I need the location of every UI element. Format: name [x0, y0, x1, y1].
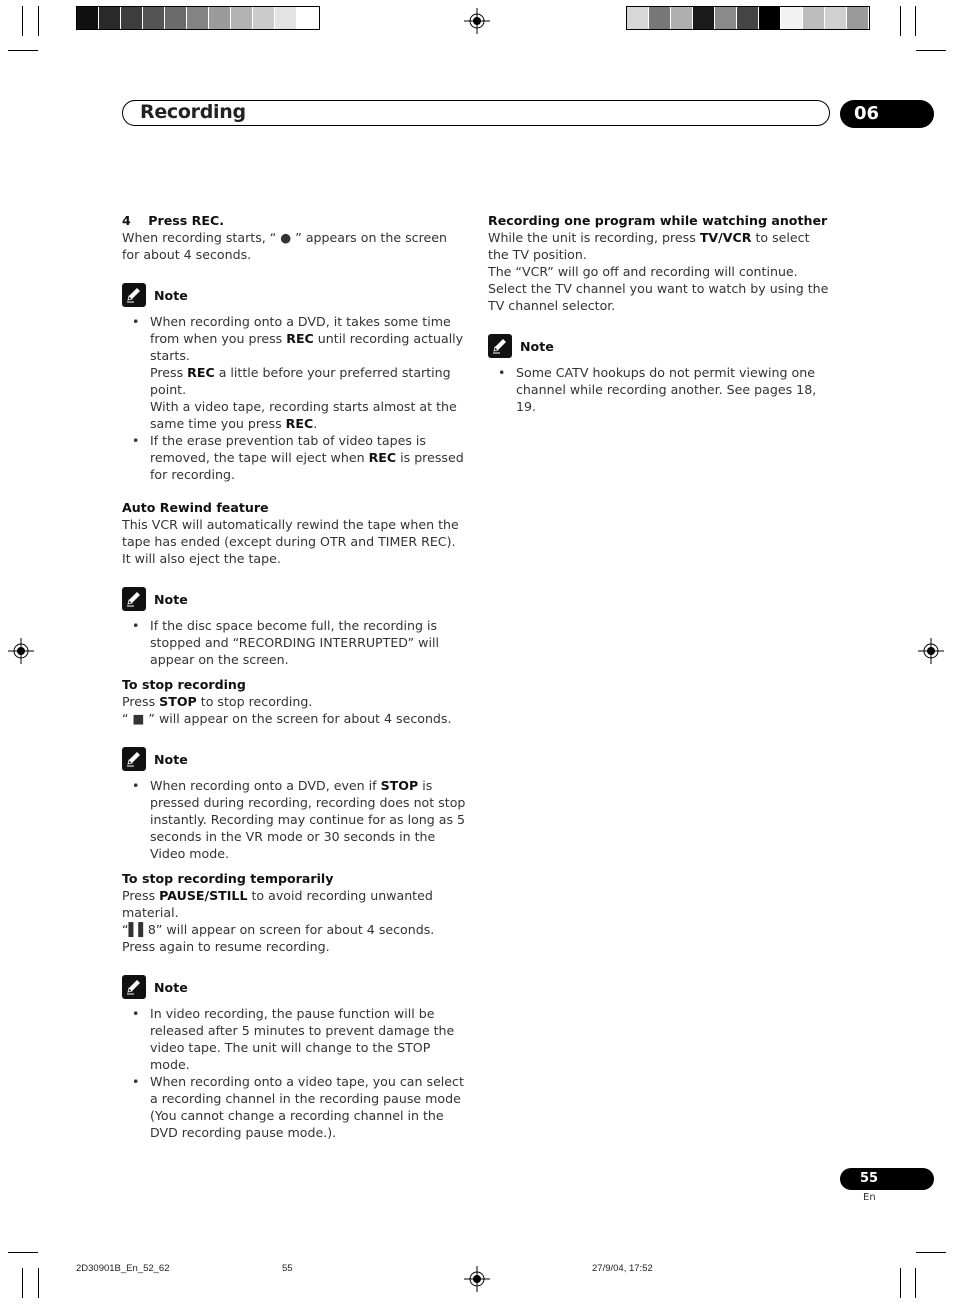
- pencil-note-icon: [122, 975, 146, 999]
- color-swatch: [649, 7, 671, 29]
- color-swatch: [99, 7, 121, 29]
- note-list: [122, 313, 467, 483]
- note-list: [122, 1005, 467, 1141]
- step-heading: 4 Press REC.: [122, 213, 224, 228]
- color-swatch: [209, 7, 231, 29]
- list-item: • When recording onto a video tape, you can select a recording channel in the recording pause mode (You cannot change a recording channel in the DVD recording pause mode.).: [122, 1073, 467, 1141]
- color-swatch: [275, 7, 297, 29]
- color-swatch: [803, 7, 825, 29]
- registration-mark-icon: [918, 638, 944, 664]
- stop-line-2: “ ■ ” will appear on the screen for about 4 seconds.: [122, 711, 452, 726]
- color-swatch: [759, 7, 781, 29]
- color-swatch: [187, 7, 209, 29]
- watch-heading: Recording one program while watching another: [488, 213, 828, 228]
- stop-heading: To stop recording: [122, 677, 246, 692]
- note-list: [122, 777, 467, 862]
- stop-line-1: Press STOP to stop recording.: [122, 694, 313, 709]
- note-label: Note: [154, 979, 188, 995]
- auto-rewind-text: This VCR will automatically rewind the tape when the tape has ended (except during OTR and TIMER REC). It will also eject the tape.: [122, 517, 459, 566]
- watch-line-1: While the unit is recording, press TV/VCR to select the TV position.: [488, 230, 810, 262]
- footer-timestamp: 27/9/04, 17:52: [592, 1263, 653, 1274]
- note-header: [122, 747, 467, 771]
- registration-mark-icon: [8, 638, 34, 664]
- color-swatch: [781, 7, 803, 29]
- note-header: [122, 283, 467, 307]
- note-line: • When recording onto a DVD, it takes some time from when you press REC until recording actually starts.: [150, 314, 464, 363]
- crop-mark-bottom-right-v2: [900, 1268, 901, 1298]
- chapter-number-badge: 06: [840, 100, 934, 128]
- auto-rewind-heading: Auto Rewind feature: [122, 500, 269, 515]
- pause-line-1: Press PAUSE/STILL to avoid recording unwanted material.: [122, 888, 433, 920]
- note-label: Note: [520, 338, 554, 354]
- list-item: • In video recording, the pause function will be released after 5 minutes to prevent damage the video tape. The unit will change to the STOP mode.: [122, 1005, 467, 1073]
- note-header: [488, 334, 834, 358]
- color-swatch: [165, 7, 187, 29]
- note-line: Press REC a little before your preferred starting point.: [150, 365, 451, 397]
- swatch-bar-left: [76, 6, 320, 30]
- footer-file-code: 2D30901B_En_52_62: [76, 1263, 170, 1274]
- color-swatch: [847, 7, 869, 29]
- watch-line-2: The “VCR” will go off and recording will continue.: [488, 264, 798, 279]
- pause-line-3: Press again to resume recording.: [122, 939, 330, 954]
- note-label: Note: [154, 287, 188, 303]
- crop-mark-top-right-h: [916, 50, 946, 51]
- note-label: Note: [154, 751, 188, 767]
- color-swatch: [77, 7, 99, 29]
- section-title: Recording: [140, 101, 246, 123]
- crop-mark-bottom-left-h: [8, 1252, 38, 1253]
- crop-mark-bottom-right-v: [915, 1268, 916, 1298]
- watch-line-3: Select the TV channel you want to watch by using the TV channel selector.: [488, 281, 829, 313]
- color-swatch: [825, 7, 847, 29]
- color-swatch: [737, 7, 759, 29]
- color-swatch: [231, 7, 253, 29]
- step-text: When recording starts, “ ● ” appears on the screen for about 4 seconds.: [122, 230, 447, 262]
- crop-mark-top-right-v2: [900, 6, 901, 36]
- crop-mark-bottom-left-v: [38, 1268, 39, 1298]
- swatch-bar-right: [626, 6, 870, 30]
- pause-line-2: “▌▌8” will appear on screen for about 4 seconds.: [122, 922, 435, 937]
- list-item: • When recording onto a DVD, even if STOP is pressed during recording, recording does not stop instantly. Recording may continue for as long as 5 seconds in the VR mode or 30 seconds in the Video mode.: [122, 777, 467, 862]
- color-swatch: [297, 7, 319, 29]
- language-label: En: [863, 1192, 876, 1203]
- color-swatch: [693, 7, 715, 29]
- pencil-note-icon: [122, 747, 146, 771]
- list-item: • Some CATV hookups do not permit viewing one channel while recording another. See pages 18, 19.: [488, 364, 834, 415]
- list-item: [122, 313, 467, 432]
- registration-mark-icon: [464, 8, 490, 34]
- note-header: [122, 975, 467, 999]
- color-swatch: [121, 7, 143, 29]
- page-number-badge: 55: [840, 1168, 934, 1190]
- crop-mark-bottom-right-h: [916, 1252, 946, 1253]
- crop-mark-top-left-v2: [22, 6, 23, 36]
- pencil-note-icon: [122, 587, 146, 611]
- color-swatch: [253, 7, 275, 29]
- crop-mark-top-right-v: [915, 6, 916, 36]
- footer-sheet-number: 55: [282, 1263, 293, 1274]
- note-line: With a video tape, recording starts almost at the same time you press REC.: [150, 399, 457, 431]
- list-item: • If the erase prevention tab of video tapes is removed, the tape will eject when REC is pressed for recording.: [122, 432, 467, 483]
- color-swatch: [715, 7, 737, 29]
- note-header: [122, 587, 467, 611]
- color-swatch: [627, 7, 649, 29]
- right-column: [488, 212, 834, 415]
- color-swatch: [143, 7, 165, 29]
- list-item: • If the disc space become full, the recording is stopped and “RECORDING INTERRUPTED” will appear on the screen.: [122, 617, 467, 668]
- crop-mark-bottom-left-v2: [22, 1268, 23, 1298]
- pause-heading: To stop recording temporarily: [122, 871, 334, 886]
- color-swatch: [671, 7, 693, 29]
- note-label: Note: [154, 591, 188, 607]
- note-list: [488, 364, 834, 415]
- left-column: [122, 212, 467, 1141]
- crop-mark-top-left-v: [38, 6, 39, 36]
- registration-mark-icon: [464, 1266, 490, 1292]
- crop-mark-top-left-h: [8, 50, 38, 51]
- pencil-note-icon: [488, 334, 512, 358]
- pencil-note-icon: [122, 283, 146, 307]
- note-list: [122, 617, 467, 668]
